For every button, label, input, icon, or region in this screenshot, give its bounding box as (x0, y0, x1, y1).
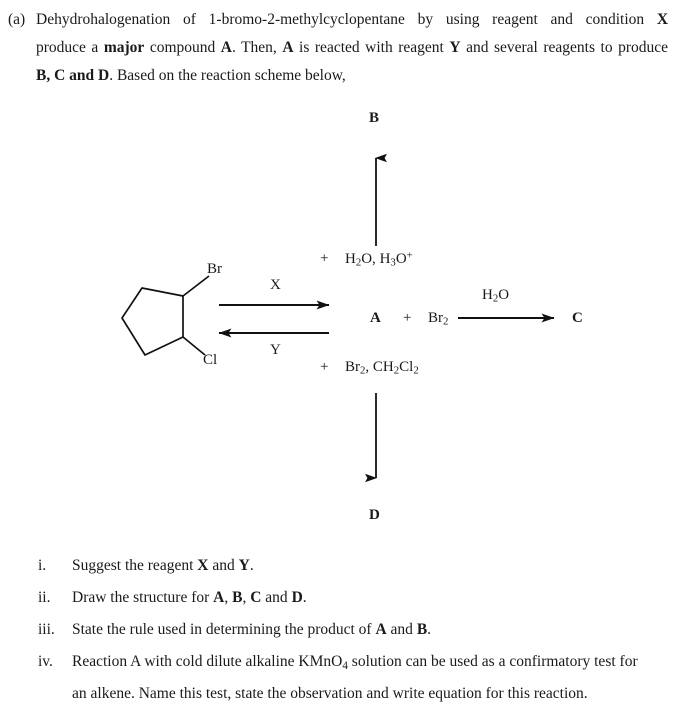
question-item-iv (0, 648, 686, 708)
label-chlorine: Cl (203, 352, 218, 368)
q1-label-x: X (197, 557, 209, 574)
arrow-reagent-water: $H_2O$ (482, 287, 510, 305)
reagent-line-top (320, 250, 413, 268)
intro-word-condition: condition (585, 11, 645, 28)
intro-seg-then: . Then, (231, 39, 277, 56)
question-marker: (a) (8, 11, 26, 28)
intro-word-reagent: reagent (492, 11, 538, 28)
question-iv-line-2: an alkene. Name this test, state the observation and write equation for this reaction. (72, 684, 588, 702)
intro-word-and: and (550, 11, 573, 28)
question-item-ii (0, 584, 686, 612)
formula-water-top: $H_2O$, (344, 250, 376, 269)
question-text-iii: State the rule used in determining the product of A and B. (72, 621, 432, 638)
question-text-iv (72, 648, 686, 708)
question-item-iii (0, 616, 686, 644)
intro-seg-reacted: is reacted with reagent (299, 39, 444, 56)
reagent-line-bottom (320, 360, 419, 376)
scheme-product-b: B (369, 110, 380, 126)
intro-word-of: of (183, 11, 196, 28)
question-iv-line-1: Reaction A with cold dilute alkaline KMnO$_4$ solution can be used as a confirmatory test for (72, 653, 638, 672)
q2-label-d: D (291, 589, 303, 606)
intro-paragraph (0, 6, 686, 90)
intro-labels-bcd: B, C and D (36, 67, 110, 84)
intro-seg-produce: produce a (36, 39, 99, 56)
plus-sign-bottom: + (320, 359, 329, 375)
q2-label-a: A (213, 589, 225, 606)
intro-emphasis-major: major (103, 39, 145, 56)
question-list (0, 552, 686, 712)
q3-label-b: B (416, 621, 428, 638)
q1-label-y: Y (238, 557, 250, 574)
intro-label-a-first: A (220, 39, 232, 56)
question-number-i: i. (38, 557, 47, 574)
label-reagent-y: Y (270, 342, 281, 358)
formula-bromine-middle: $Br_2$ (427, 310, 449, 328)
intro-line-3 (36, 62, 668, 90)
scheme-product-c: C (572, 310, 583, 326)
scheme-graphics (0, 98, 686, 538)
intro-line-1 (36, 6, 668, 34)
reaction-scheme (0, 98, 686, 538)
intro-row (0, 6, 686, 90)
intro-seg-based-on: . Based on the reaction scheme below, (109, 67, 346, 84)
question-text-i: Suggest the reagent X and Y. (72, 557, 254, 574)
question-text-ii: Draw the structure for A, B, C and D. (72, 589, 307, 606)
formula-bromine-bottom: $Br_2$, (344, 359, 370, 377)
question-item-i (0, 552, 686, 580)
question-number-iii: iii. (38, 621, 55, 638)
formula-dichloromethane: $CH_2Cl_2$ (372, 359, 419, 377)
question-number-ii: ii. (38, 589, 51, 606)
intro-line-2 (36, 34, 668, 62)
cyclopentane-structure (122, 276, 209, 355)
intro-label-a-second: A (282, 39, 294, 56)
equilibrium-arrows (219, 305, 329, 333)
intro-label-x: X (656, 11, 669, 28)
intro-word-dehydrohalogenation: Dehydrohalogenation (36, 11, 171, 28)
scheme-product-d: D (369, 507, 380, 523)
question-number-iv: iv. (38, 653, 53, 670)
intro-word-using: using (445, 11, 480, 28)
intro-seg-several: and several reagents to produce (466, 39, 669, 56)
formula-hydronium: $H_3O^+$ (379, 249, 413, 269)
label-bromine: Br (207, 261, 222, 277)
reagent-line-middle (403, 311, 448, 327)
intro-label-y: Y (449, 39, 461, 56)
q2-label-c: C (250, 589, 262, 606)
intro-word-by: by (417, 11, 434, 28)
intro-seg-compound: compound (149, 39, 216, 56)
label-reagent-x: X (270, 277, 281, 293)
plus-sign-top: + (320, 250, 329, 267)
intro-word-compound-name: 1-bromo-2-methylcyclopentane (208, 11, 405, 28)
q3-label-a: A (375, 621, 387, 638)
kmno4-subscript: 4 (342, 659, 348, 672)
q2-label-b: B (232, 589, 243, 606)
scheme-product-a: A (370, 310, 381, 326)
intro-text (36, 6, 686, 90)
plus-sign-middle: + (403, 310, 412, 326)
